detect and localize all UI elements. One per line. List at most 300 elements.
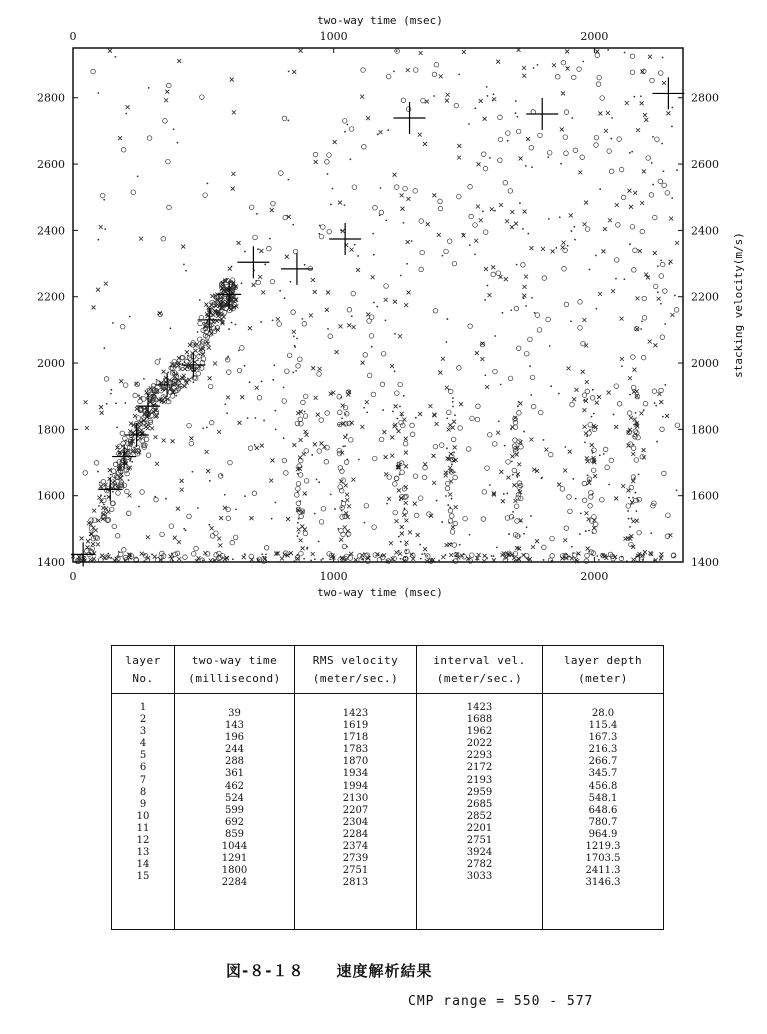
marker-o: [403, 186, 408, 191]
marker-o: [535, 313, 540, 318]
marker-x: [177, 59, 181, 63]
marker-dot: [296, 338, 298, 340]
marker-o: [592, 529, 597, 534]
marker-x: [100, 411, 104, 415]
marker-dot: [446, 341, 448, 343]
marker-o: [387, 475, 392, 480]
marker-dot: [534, 312, 536, 314]
marker-dot: [351, 315, 353, 317]
marker-o: [646, 156, 651, 161]
marker-o: [593, 522, 598, 527]
marker-dot: [378, 554, 380, 556]
marker-dot: [487, 95, 489, 97]
y-tick-label-right: 2200: [691, 290, 719, 304]
marker-o: [104, 377, 109, 382]
table-cell: 13: [136, 847, 150, 859]
marker-o: [394, 476, 399, 481]
marker-dot: [269, 238, 271, 240]
marker-o: [118, 552, 123, 557]
table-cell: 196: [224, 732, 245, 744]
marker-dot: [671, 126, 673, 128]
marker-x: [118, 476, 122, 480]
table-cell: 2293: [466, 750, 493, 762]
marker-o: [594, 143, 599, 148]
marker-x: [356, 268, 360, 272]
marker-x: [522, 294, 526, 298]
marker-dot: [297, 535, 299, 537]
marker-dot: [469, 534, 471, 536]
marker-dot: [112, 322, 114, 324]
marker-o: [483, 166, 488, 171]
marker-dot: [116, 426, 118, 428]
marker-x: [285, 255, 289, 259]
marker-dot: [182, 363, 184, 365]
marker-dot: [664, 384, 666, 386]
marker-o: [225, 357, 230, 362]
marker-x: [484, 267, 488, 271]
marker-x: [449, 479, 453, 483]
marker-x: [384, 455, 388, 459]
marker-dot: [404, 508, 406, 510]
marker-x: [614, 496, 618, 500]
marker-x: [504, 277, 508, 281]
marker-x: [339, 538, 343, 542]
marker-o: [406, 107, 411, 112]
marker-x: [354, 558, 358, 562]
marker-x: [416, 533, 420, 537]
table-cell: 2193: [466, 774, 493, 786]
marker-o: [446, 481, 451, 486]
marker-dot: [508, 533, 510, 535]
marker-x: [150, 426, 154, 430]
marker-o: [228, 460, 233, 465]
table-cell: 5: [139, 750, 147, 762]
table-cell: 1219.3: [585, 841, 621, 853]
marker-o: [568, 509, 573, 514]
marker-o: [163, 119, 168, 124]
marker-dot: [346, 546, 348, 548]
marker-o: [642, 316, 647, 321]
header-line: two-way time: [191, 654, 278, 667]
marker-o: [582, 498, 587, 503]
marker-dot: [329, 558, 331, 560]
marker-dot: [406, 263, 408, 265]
marker-dot: [633, 96, 635, 98]
marker-x: [448, 493, 452, 497]
table-cell: 10: [136, 810, 150, 822]
marker-o: [649, 193, 654, 198]
marker-dot: [676, 489, 678, 491]
marker-x: [314, 160, 318, 164]
marker-dot: [112, 491, 114, 493]
marker-dot: [327, 173, 329, 175]
marker-x: [522, 285, 526, 289]
marker-x: [404, 303, 408, 307]
marker-dot: [125, 440, 127, 442]
marker-x: [552, 63, 556, 67]
marker-x: [562, 241, 566, 245]
marker-x: [487, 293, 491, 297]
marker-x: [479, 99, 483, 103]
marker-o: [394, 185, 399, 190]
marker-x: [531, 545, 535, 549]
marker-o: [632, 268, 637, 273]
marker-dot: [318, 481, 320, 483]
table-cell: 599: [224, 804, 245, 816]
marker-x: [633, 418, 637, 422]
x-tick-label-top: 2000: [580, 30, 609, 43]
marker-dot: [138, 506, 140, 508]
table-cell: 2130: [342, 792, 369, 804]
table-cell: 3146.3: [585, 877, 621, 889]
marker-dot: [255, 280, 257, 282]
marker-o: [267, 246, 272, 251]
marker-dot: [494, 335, 496, 337]
marker-x: [211, 320, 215, 324]
marker-dot: [660, 259, 662, 261]
col-time: [175, 646, 295, 929]
marker-o: [133, 393, 138, 398]
marker-o: [548, 452, 553, 457]
marker-o: [564, 110, 569, 115]
marker-x: [582, 408, 586, 412]
marker-o: [631, 385, 636, 390]
marker-dot: [621, 556, 623, 558]
marker-dot: [144, 554, 146, 556]
marker-dot: [364, 522, 366, 524]
table-cell: 2172: [466, 762, 493, 774]
marker-dot: [340, 397, 342, 399]
marker-x: [437, 233, 441, 237]
marker-o: [248, 446, 253, 451]
marker-x: [659, 400, 663, 404]
marker-dot: [235, 324, 237, 326]
marker-o: [230, 540, 235, 545]
marker-dot: [575, 498, 577, 500]
marker-x: [583, 425, 587, 429]
marker-dot: [498, 420, 500, 422]
marker-o: [209, 420, 214, 425]
marker-x: [561, 245, 565, 249]
marker-dot: [287, 120, 289, 122]
marker-dot: [454, 471, 456, 473]
marker-x: [529, 437, 533, 441]
marker-x: [614, 425, 618, 429]
marker-o: [516, 346, 521, 351]
marker-dot: [124, 402, 126, 404]
marker-o: [208, 384, 213, 389]
marker-x: [237, 421, 241, 425]
marker-o: [538, 133, 543, 138]
marker-o: [141, 397, 146, 402]
marker-x: [180, 479, 184, 483]
marker-o: [631, 446, 636, 451]
marker-x: [311, 278, 315, 282]
marker-x: [85, 426, 89, 430]
marker-x: [289, 551, 293, 555]
marker-o: [514, 504, 519, 509]
marker-dot: [449, 507, 451, 509]
marker-dot: [128, 479, 130, 481]
marker-dot: [586, 484, 588, 486]
marker-x: [211, 313, 215, 317]
marker-x: [603, 227, 607, 231]
marker-dot: [566, 67, 568, 69]
marker-dot: [598, 559, 600, 561]
marker-dot: [373, 254, 375, 256]
marker-x: [428, 404, 432, 408]
marker-o: [609, 458, 614, 463]
marker-o: [122, 547, 127, 552]
marker-x: [499, 203, 503, 207]
marker-x: [625, 101, 629, 105]
marker-dot: [381, 554, 383, 556]
marker-dot: [452, 560, 454, 562]
marker-o: [401, 98, 406, 103]
marker-dot: [346, 434, 348, 436]
marker-x: [653, 343, 657, 347]
marker-dot: [238, 349, 240, 351]
marker-o: [413, 474, 418, 479]
marker-x: [659, 552, 663, 556]
marker-dot: [587, 474, 589, 476]
marker-o: [342, 119, 347, 124]
marker-x: [361, 361, 365, 365]
marker-o: [282, 399, 287, 404]
marker-o: [605, 465, 610, 470]
marker-dot: [398, 536, 400, 538]
marker-o: [626, 504, 631, 509]
marker-o: [166, 159, 171, 164]
marker-o: [343, 405, 348, 410]
marker-dot: [261, 553, 263, 555]
marker-dot: [405, 553, 407, 555]
marker-dot: [400, 541, 402, 543]
marker-dot: [452, 397, 454, 399]
marker-x: [454, 505, 458, 509]
table-cell: 462: [224, 780, 245, 792]
marker-o: [448, 508, 453, 513]
marker-dot: [584, 441, 586, 443]
marker-x: [155, 462, 159, 466]
depth-values: [543, 694, 663, 889]
marker-x: [404, 464, 408, 468]
marker-x: [510, 210, 514, 214]
marker-o: [476, 404, 481, 409]
marker-o: [447, 239, 452, 244]
marker-dot: [610, 138, 612, 140]
marker-o: [264, 545, 269, 550]
marker-x: [400, 525, 404, 529]
marker-dot: [206, 183, 208, 185]
marker-x: [635, 327, 639, 331]
marker-dot: [564, 446, 566, 448]
marker-o: [296, 364, 301, 369]
marker-x: [475, 351, 479, 355]
marker-dot: [642, 559, 644, 561]
marker-dot: [516, 476, 518, 478]
marker-dot: [283, 387, 285, 389]
marker-o: [578, 326, 583, 331]
marker-x: [601, 553, 605, 557]
marker-x: [406, 68, 410, 72]
marker-x: [620, 357, 624, 361]
x-tick-label-bottom: 0: [69, 570, 77, 583]
marker-dot: [516, 116, 518, 118]
marker-dot: [330, 204, 332, 206]
marker-x: [225, 556, 229, 560]
marker-x: [604, 129, 608, 133]
marker-dot: [596, 308, 598, 310]
marker-x: [631, 479, 635, 483]
header-rms: [295, 646, 416, 694]
marker-o: [161, 236, 166, 241]
marker-x: [404, 518, 408, 522]
marker-dot: [349, 158, 351, 160]
marker-dot: [115, 56, 117, 58]
marker-o: [277, 322, 282, 327]
table-cell: 2852: [466, 810, 493, 822]
marker-x: [635, 519, 639, 523]
marker-dot: [585, 530, 587, 532]
marker-x: [483, 117, 487, 121]
marker-dot: [588, 530, 590, 532]
marker-x: [432, 454, 436, 458]
marker-x: [439, 74, 443, 78]
marker-dot: [652, 136, 654, 138]
marker-dot: [279, 290, 281, 292]
figure-caption: 図-８-１８ 速度解析結果: [226, 962, 433, 980]
marker-o: [395, 391, 400, 396]
marker-o: [492, 442, 497, 447]
marker-o: [116, 491, 121, 496]
marker-x: [258, 275, 262, 279]
marker-o: [413, 68, 418, 73]
marker-o: [196, 371, 201, 376]
semblance-scatter: [71, 48, 680, 564]
marker-dot: [445, 495, 447, 497]
table-cell: 39: [228, 708, 241, 719]
header-line: (millisecond): [188, 672, 281, 685]
marker-o: [253, 235, 258, 240]
marker-o: [349, 127, 354, 132]
marker-o: [146, 453, 151, 458]
marker-x: [216, 314, 220, 318]
marker-x: [88, 558, 92, 562]
marker-o: [515, 519, 520, 524]
marker-o: [319, 234, 324, 239]
marker-x: [657, 297, 661, 301]
marker-dot: [139, 426, 141, 428]
marker-o: [317, 449, 322, 454]
marker-x: [99, 405, 103, 409]
marker-dot: [301, 318, 303, 320]
marker-dot: [265, 553, 267, 555]
marker-o: [347, 307, 352, 312]
x-tick-label-top: 0: [69, 30, 77, 43]
marker-o: [596, 82, 601, 87]
marker-x: [640, 201, 644, 205]
marker-dot: [424, 553, 426, 555]
marker-o: [327, 153, 332, 158]
marker-o: [121, 441, 126, 446]
marker-o: [666, 513, 671, 518]
marker-o: [650, 78, 655, 83]
marker-dot: [509, 555, 511, 557]
marker-o: [524, 553, 529, 558]
marker-dot: [304, 264, 306, 266]
table-cell: 2: [139, 714, 147, 726]
marker-o: [295, 555, 300, 560]
marker-dot: [394, 333, 396, 335]
y-tick-label-right: 1800: [691, 423, 719, 437]
marker-dot: [484, 374, 486, 376]
marker-dot: [89, 539, 91, 541]
marker-o: [161, 395, 166, 400]
marker-x: [292, 330, 296, 334]
marker-x: [314, 396, 318, 400]
marker-x: [581, 370, 585, 374]
marker-o: [295, 493, 300, 498]
marker-o: [542, 276, 547, 281]
marker-o: [115, 534, 120, 539]
marker-o: [100, 193, 105, 198]
table-cell: 1800: [221, 865, 248, 877]
marker-x: [586, 547, 590, 551]
marker-dot: [621, 365, 623, 367]
table-cell: 456.8: [588, 780, 618, 792]
marker-o: [418, 496, 423, 501]
marker-dot: [318, 541, 320, 543]
marker-dot: [476, 559, 478, 561]
pick-marker: [394, 102, 426, 134]
marker-x: [449, 553, 453, 557]
marker-o: [363, 353, 368, 358]
marker-x: [97, 519, 101, 523]
marker-o: [600, 497, 605, 502]
marker-dot: [103, 347, 105, 349]
marker-dot: [635, 492, 637, 494]
marker-o: [342, 544, 347, 549]
marker-o: [380, 555, 385, 560]
marker-dot: [382, 409, 384, 411]
marker-o: [367, 373, 372, 378]
marker-dot: [131, 461, 133, 463]
marker-x: [351, 478, 355, 482]
marker-dot: [202, 559, 204, 561]
marker-x: [621, 484, 625, 488]
marker-x: [563, 538, 567, 542]
table-cell: 2284: [221, 877, 248, 889]
marker-dot: [363, 407, 365, 409]
marker-dot: [599, 454, 601, 456]
marker-x: [593, 474, 597, 478]
marker-o: [642, 296, 647, 301]
marker-o: [585, 227, 590, 232]
marker-dot: [371, 346, 373, 348]
marker-dot: [572, 552, 574, 554]
x-tick-label-top: 1000: [319, 30, 348, 43]
marker-dot: [530, 515, 532, 517]
marker-o: [154, 497, 159, 502]
marker-dot: [674, 295, 676, 297]
marker-o: [567, 495, 572, 500]
marker-o: [627, 411, 632, 416]
marker-o: [170, 394, 175, 399]
marker-o: [473, 223, 478, 228]
marker-dot: [453, 451, 455, 453]
marker-dot: [655, 405, 657, 407]
